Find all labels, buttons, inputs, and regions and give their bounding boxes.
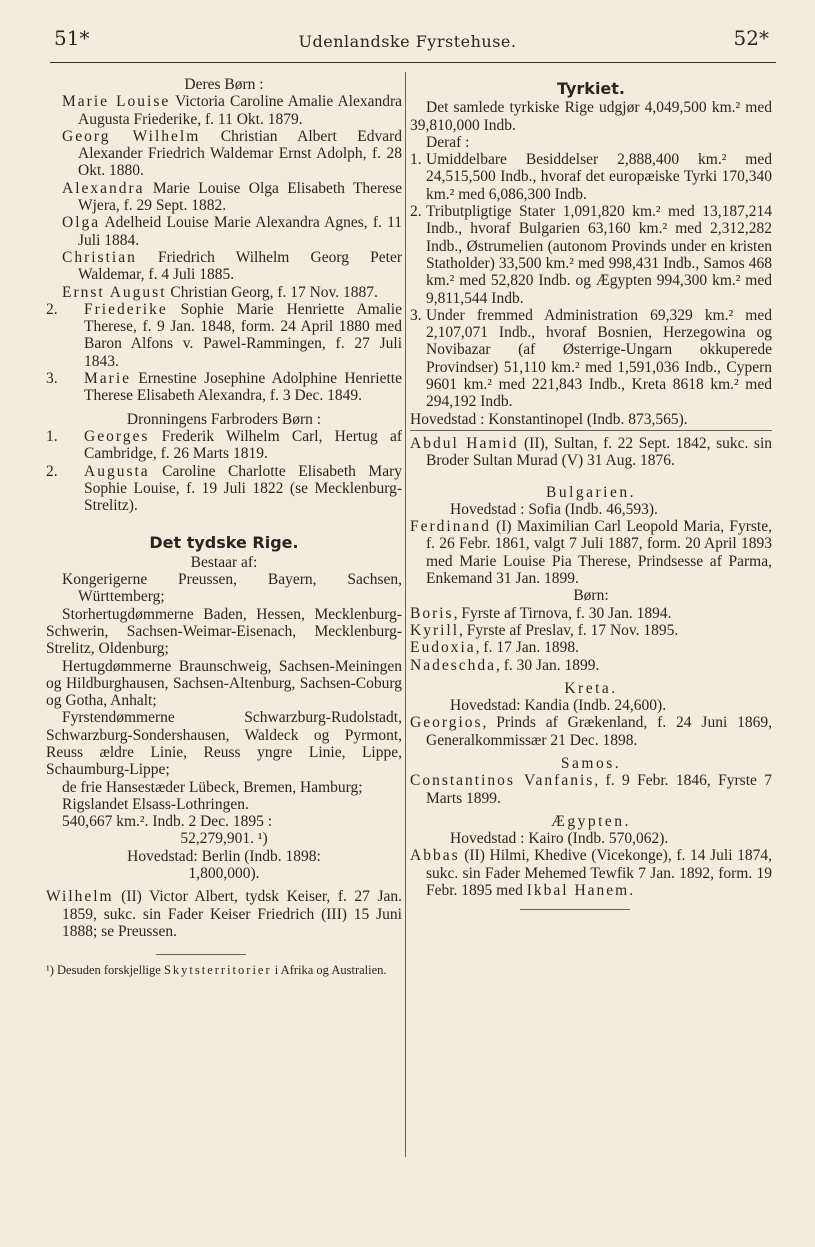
list-item: Marie Louise Victoria Caroline Amalie Alexandra Augusta Friederike, f. 11 Okt. 1879. <box>62 93 402 128</box>
reich-capital-population: 1,800,000). <box>188 865 260 883</box>
list-item: Fyrstendømmerne Schwarzburg-Rudolstadt, Schwarzburg-Sondershausen, Waldeck og Pyrmont, Reuss ældre Linie, Reuss yngre Linie, Lippe, Schaumburg-Lippe; <box>46 709 402 779</box>
crete-heading: Kreta. <box>564 679 618 697</box>
reich-population: 52,279,901. ¹) <box>180 830 268 848</box>
ferdinand-entry: Ferdinand (I) Maximilian Carl Leopold Maria, Fyrste, f. 26 Febr. 1861, valgt 7 Juli 1887, form. 20 April 1893 med Marie Louise Pia Therese, Prindsesse af Parma, Enkemand 31 Jan. 1899. <box>410 518 772 588</box>
egypt-capital: Hovedstad : Kairo (Indb. 570,062). <box>450 830 669 848</box>
end-rule <box>520 909 630 910</box>
children-heading: Deres Børn : <box>184 76 264 93</box>
reich-intro: Bestaar af: <box>190 553 258 571</box>
running-title: Udenlandske Fyrstehuse. <box>298 32 517 51</box>
list-item: Ernst August Christian Georg, f. 17 Nov. 1887. <box>62 283 378 301</box>
list-item: 1. Umiddelbare Besiddelser 2,888,400 km.² med 24,515,500 Indb., hvoraf det europæiske Tyrki 170,340 km.² med 6,086,300 Indb. <box>410 151 772 203</box>
list-item: Olga Adelheid Louise Marie Alexandra Agnes, f. 11 Juli 1884. <box>62 214 402 249</box>
list-item: 2. Friederike Sophie Marie Henriette Amalie Therese, f. 9 Jan. 1848, form. 24 April 1880 med Baron Alfons v. Pawel-Rammingen, f. 27 Juli 1843. <box>46 300 402 370</box>
header-rule <box>50 62 776 63</box>
reich-capital: Hovedstad: Berlin (Indb. 1898: <box>127 847 321 865</box>
list-item: 3. Under fremmed Administration 69,329 km.² med 2,107,071 Indb., hvoraf Bosnien, Herzegowina og Novibazar (af Østerrige-Ungarn okkuperede Provindser) 51,110 km.² med 1,591,036 Indb., Cypern 9601 km.² med 221,843 Indb., Kreta 8618 km.² med 294,192 Indb. <box>410 306 772 411</box>
abbas-entry: Abbas (II) Hilmi, Khedive (Vicekonge), f. 14 Juli 1874, sukc. sin Fader Mehemed Tewfik 7 Jan. 1892, form. 19 Febr. 1895 med Ikbal Hanem. <box>410 847 772 900</box>
crete-capital: Hovedstad: Kandia (Indb. 24,600). <box>450 697 667 715</box>
right-column <box>410 76 772 910</box>
left-column <box>46 76 402 977</box>
list-item: 2. Augusta Caroline Charlotte Elisabeth Mary Sophie Louise, f. 19 Juli 1822 (se Mecklenburg-Strelitz). <box>46 462 402 515</box>
turkey-intro: Det samlede tyrkiske Rige udgjør 4,049,500 km.² med 39,810,000 Indb. <box>410 99 772 134</box>
children-list <box>46 93 402 301</box>
list-item: Hertugdømmerne Braunschweig, Sachsen-Meiningen og Hildburghausen, Sachsen-Altenburg, Sachsen-Coburg og Gotha, Anhalt; <box>46 657 402 710</box>
georgios-entry: Georgios, Prinds af Grækenland, f. 24 Juni 1869, Generalkommissær 21 Dec. 1898. <box>410 714 772 749</box>
list-item: Georg Wilhelm Christian Albert Edvard Alexander Friedrich Waldemar Ernst Adolph, f. 28 Okt. 1880. <box>62 127 402 180</box>
list-item: 2. Tributpligtige Stater 1,091,820 km.² med 13,187,214 Indb., hvoraf Bulgarien 63,160 km.² med 2,312,282 Indb., Østrumelien (autonom Provinds under en kristen Statholder) 33,500 km.² med 998,431 Indb., Samos 468 km.² med 52,820 Indb. og Ægypten 994,300 km.² med 9,811,544 Indb. <box>410 203 772 307</box>
page-header <box>0 22 815 62</box>
list-item: Nadeschda, f. 30 Jan. 1899. <box>410 656 600 674</box>
list-item: Christian Friedrich Wilhelm Georg Peter Waldemar, f. 4 Juli 1885. <box>62 248 402 284</box>
list-item: Kyrill, Fyrste af Preslav, f. 17 Nov. 1895. <box>410 621 679 639</box>
bulgaria-heading: Bulgarien. <box>546 483 636 501</box>
footnote: ¹) Desuden forskjellige Skytsterritorier i Afrika og Australien. <box>46 963 387 978</box>
egypt-heading: Ægypten. <box>551 812 631 830</box>
turkey-capital: Hovedstad : Konstantinopel (Indb. 873,565). <box>410 411 772 431</box>
uncle-heading: Dronningens Farbroders Børn : <box>126 410 322 428</box>
reich-area: 540,667 km.². Indb. 2 Dec. 1895 : <box>62 813 272 831</box>
list-item: 3. Marie Ernestine Josephine Adolphine Henriette Therese Elisabeth Alexandra, f. 3 Dec. 1849. <box>46 370 402 405</box>
section-heading-turkey: Tyrkiet. <box>556 79 626 98</box>
sultan-entry: Abdul Hamid (II), Sultan, f. 22 Sept. 1842, sukc. sin Broder Sultan Murad (V) 31 Aug. 1876. <box>410 434 773 470</box>
list-item: Boris, Fyrste af Tirnova, f. 30 Jan. 1894. <box>410 604 672 622</box>
list-item: de frie Hansestæder Lübeck, Bremen, Hamburg; <box>62 778 363 796</box>
deraf-label: Deraf : <box>426 133 470 151</box>
emperor-entry: Wilhelm (II) Victor Albert, tydsk Keiser, f. 27 Jan. 1859, sukc. sin Fader Keiser Friedrich (III) 15 Juni 1888; se Preussen. <box>46 888 402 940</box>
footnote-rule <box>156 954 246 955</box>
list-item: Storhertugdømmerne Baden, Hessen, Mecklenburg-Schwerin, Sachsen-Weimar-Eisenach, Mecklenburg-Strelitz, Oldenburg; <box>46 605 402 658</box>
list-item: Kongerigerne Preussen, Bayern, Sachsen, Württemberg; <box>62 571 402 606</box>
samos-heading: Samos. <box>560 754 622 772</box>
samos-entry: Constantinos Vanfanis, f. 9 Febr. 1846, Fyrste 7 Marts 1899. <box>410 772 772 807</box>
page-number-right: 52* <box>733 26 769 50</box>
bulgaria-capital: Hovedstad : Sofia (Indb. 46,593). <box>450 500 658 518</box>
list-item: Eudoxia, f. 17 Jan. 1898. <box>410 639 579 657</box>
bulgaria-children-heading: Børn: <box>573 587 609 605</box>
page-number-left: 51* <box>54 26 90 50</box>
list-item: 1. Georges Frederik Wilhelm Carl, Hertug af Cambridge, f. 26 Marts 1819. <box>46 427 402 463</box>
column-divider <box>405 72 406 1157</box>
section-heading-reich: Det tydske Rige. <box>149 533 299 553</box>
list-item: Alexandra Marie Louise Olga Elisabeth Therese Wjera, f. 29 Sept. 1882. <box>62 179 402 215</box>
list-item: Rigslandet Elsass-Lothringen. <box>62 795 249 813</box>
